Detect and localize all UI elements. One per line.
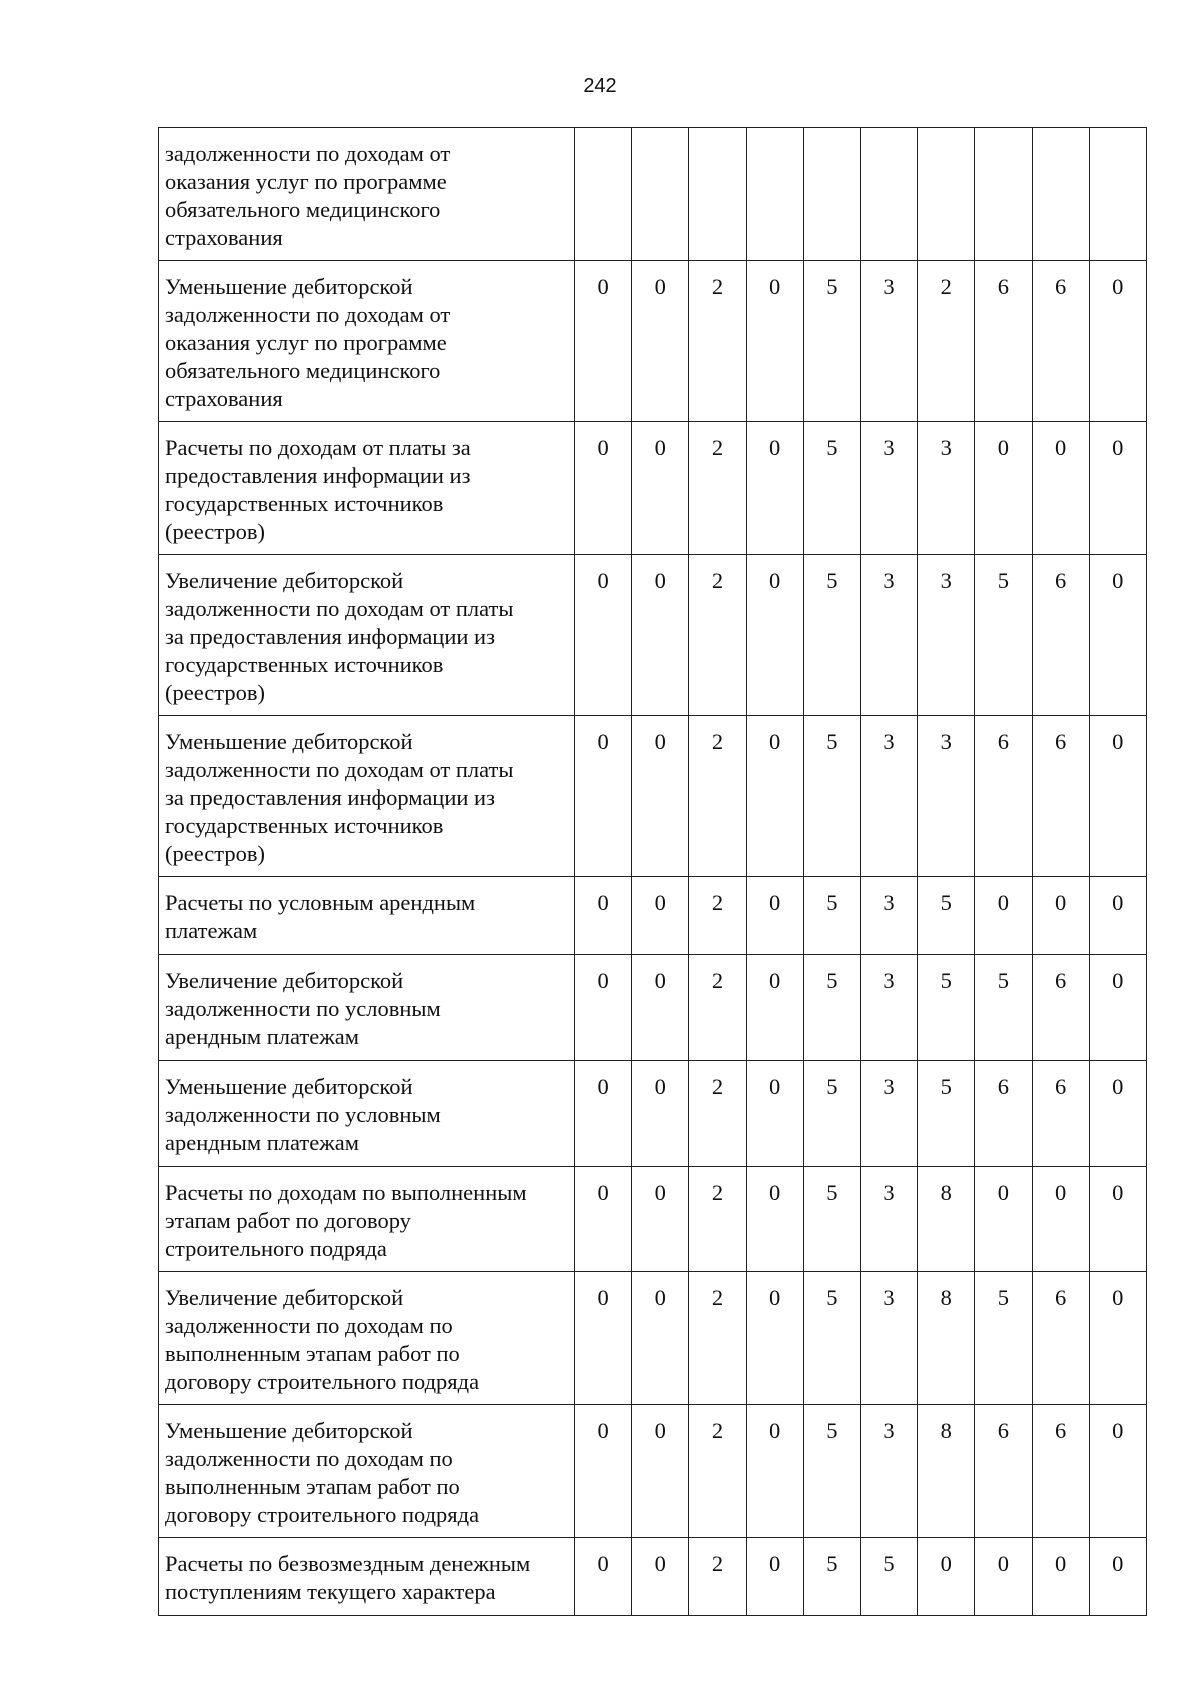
description-line: (реестров) <box>165 519 265 544</box>
description-line: задолженности по условным <box>165 996 441 1021</box>
code-digit-cell: 0 <box>1089 716 1146 877</box>
code-digit-cell: 5 <box>918 1061 975 1167</box>
description-line: Уменьшение дебиторской <box>165 729 413 754</box>
code-digit-cell: 0 <box>632 422 689 555</box>
description-line: оказания услуг по программе <box>165 169 447 194</box>
code-digit-cell <box>746 128 803 261</box>
code-digit-cell: 0 <box>575 1405 632 1538</box>
row-description <box>159 877 575 955</box>
code-digit-cell: 6 <box>1032 1405 1089 1538</box>
row-description <box>159 1538 575 1616</box>
description-line: Уменьшение дебиторской <box>165 1074 413 1099</box>
description-line: арендным платежам <box>165 1024 359 1049</box>
code-digit-cell: 5 <box>975 955 1032 1061</box>
code-digit-cell: 3 <box>860 877 917 955</box>
code-digit-cell: 3 <box>918 422 975 555</box>
code-digit-cell: 6 <box>1032 261 1089 422</box>
code-digit-cell: 0 <box>746 1405 803 1538</box>
description-line: Уменьшение дебиторской <box>165 1418 413 1443</box>
table-row <box>159 1167 1147 1272</box>
code-digit-cell: 0 <box>975 1538 1032 1616</box>
code-digit-cell: 5 <box>803 716 860 877</box>
code-digit-cell: 6 <box>1032 555 1089 716</box>
account-codes-table <box>158 127 1147 1616</box>
code-digit-cell: 0 <box>632 716 689 877</box>
code-digit-cell: 2 <box>689 1061 746 1167</box>
code-digit-cell: 5 <box>803 1405 860 1538</box>
code-digit-cell: 0 <box>575 1167 632 1272</box>
row-description <box>159 1272 575 1405</box>
table-row <box>159 877 1147 955</box>
description-line: Уменьшение дебиторской <box>165 274 413 299</box>
code-digit-cell: 0 <box>746 955 803 1061</box>
description-line: задолженности по доходам по <box>165 1446 453 1471</box>
description-line: за предоставления информации из <box>165 785 495 810</box>
description-line: задолженности по доходам от <box>165 141 451 166</box>
code-digit-cell: 2 <box>689 716 746 877</box>
table-row <box>159 1538 1147 1616</box>
description-line: государственных источников <box>165 491 444 516</box>
code-digit-cell: 2 <box>689 1272 746 1405</box>
code-digit-cell: 5 <box>975 1272 1032 1405</box>
code-digit-cell <box>918 128 975 261</box>
code-digit-cell: 0 <box>632 877 689 955</box>
code-digit-cell: 2 <box>689 877 746 955</box>
description-line: строительного подряда <box>165 1236 387 1261</box>
code-digit-cell: 5 <box>803 1061 860 1167</box>
code-digit-cell: 8 <box>918 1272 975 1405</box>
description-line: договору строительного подряда <box>165 1369 480 1394</box>
description-line: Увеличение дебиторской <box>165 968 404 993</box>
description-line: задолженности по доходам от платы <box>165 757 514 782</box>
code-digit-cell: 3 <box>860 261 917 422</box>
code-digit-cell: 0 <box>975 422 1032 555</box>
code-digit-cell: 0 <box>1089 261 1146 422</box>
description-line: арендным платежам <box>165 1130 359 1155</box>
row-description <box>159 128 575 261</box>
code-digit-cell: 0 <box>746 555 803 716</box>
code-digit-cell: 5 <box>975 555 1032 716</box>
code-digit-cell: 6 <box>975 261 1032 422</box>
code-digit-cell <box>1089 128 1146 261</box>
description-line: оказания услуг по программе <box>165 330 447 355</box>
code-digit-cell: 0 <box>575 1538 632 1616</box>
code-digit-cell: 6 <box>975 1061 1032 1167</box>
code-digit-cell: 0 <box>632 261 689 422</box>
code-digit-cell: 0 <box>632 1061 689 1167</box>
code-digit-cell: 8 <box>918 1405 975 1538</box>
table-row <box>159 955 1147 1061</box>
code-digit-cell <box>575 128 632 261</box>
code-digit-cell: 3 <box>860 1405 917 1538</box>
code-digit-cell: 0 <box>575 877 632 955</box>
description-line: задолженности по доходам от <box>165 302 451 327</box>
row-description <box>159 716 575 877</box>
description-line: договору строительного подряда <box>165 1502 480 1527</box>
code-digit-cell: 3 <box>860 422 917 555</box>
code-digit-cell <box>1032 128 1089 261</box>
code-digit-cell: 0 <box>918 1538 975 1616</box>
code-digit-cell: 0 <box>1089 422 1146 555</box>
description-line: предоставления информации из <box>165 463 471 488</box>
code-digit-cell: 0 <box>1089 1272 1146 1405</box>
code-digit-cell: 3 <box>860 555 917 716</box>
code-digit-cell: 3 <box>918 555 975 716</box>
description-line: Увеличение дебиторской <box>165 1285 404 1310</box>
code-digit-cell: 2 <box>918 261 975 422</box>
code-digit-cell: 0 <box>1032 1167 1089 1272</box>
table-row <box>159 128 1147 261</box>
description-line: Увеличение дебиторской <box>165 568 404 593</box>
code-digit-cell: 0 <box>1089 955 1146 1061</box>
row-description <box>159 422 575 555</box>
row-description <box>159 1167 575 1272</box>
description-line: за предоставления информации из <box>165 624 495 649</box>
code-digit-cell: 0 <box>1032 422 1089 555</box>
row-description <box>159 955 575 1061</box>
description-line: государственных источников <box>165 813 444 838</box>
code-digit-cell: 0 <box>1089 555 1146 716</box>
code-digit-cell: 5 <box>803 1538 860 1616</box>
description-line: задолженности по доходам по <box>165 1313 453 1338</box>
code-digit-cell: 6 <box>1032 1061 1089 1167</box>
code-digit-cell: 5 <box>803 555 860 716</box>
code-digit-cell: 3 <box>860 955 917 1061</box>
code-digit-cell: 5 <box>860 1538 917 1616</box>
description-line: задолженности по доходам от платы <box>165 596 514 621</box>
code-digit-cell: 6 <box>1032 1272 1089 1405</box>
table-body <box>159 128 1147 1616</box>
code-digit-cell: 6 <box>975 1405 1032 1538</box>
table-row <box>159 422 1147 555</box>
code-digit-cell: 5 <box>803 422 860 555</box>
table-row <box>159 1272 1147 1405</box>
code-digit-cell: 2 <box>689 261 746 422</box>
code-digit-cell: 2 <box>689 1405 746 1538</box>
description-line: поступлениям текущего характера <box>165 1579 496 1604</box>
code-digit-cell <box>975 128 1032 261</box>
description-line: страхования <box>165 225 283 250</box>
code-digit-cell: 0 <box>575 1272 632 1405</box>
code-digit-cell: 0 <box>1032 877 1089 955</box>
code-digit-cell: 0 <box>575 555 632 716</box>
code-digit-cell: 0 <box>632 1538 689 1616</box>
row-description <box>159 1061 575 1167</box>
code-digit-cell: 2 <box>689 955 746 1061</box>
code-digit-cell: 6 <box>975 716 1032 877</box>
code-digit-cell: 0 <box>632 555 689 716</box>
code-digit-cell: 6 <box>1032 955 1089 1061</box>
code-digit-cell: 0 <box>575 716 632 877</box>
code-digit-cell: 0 <box>575 955 632 1061</box>
code-digit-cell: 0 <box>746 716 803 877</box>
code-digit-cell: 0 <box>632 1405 689 1538</box>
code-digit-cell: 5 <box>803 1272 860 1405</box>
code-digit-cell: 0 <box>746 1272 803 1405</box>
code-digit-cell: 0 <box>746 1061 803 1167</box>
code-digit-cell: 3 <box>860 1272 917 1405</box>
code-digit-cell: 0 <box>1089 1405 1146 1538</box>
code-digit-cell: 5 <box>918 955 975 1061</box>
code-digit-cell: 0 <box>746 1167 803 1272</box>
description-line: платежам <box>165 918 258 943</box>
description-line: обязательного медицинского <box>165 197 441 222</box>
code-digit-cell <box>689 128 746 261</box>
page-number: 242 <box>583 75 617 97</box>
code-digit-cell: 0 <box>746 877 803 955</box>
code-digit-cell: 3 <box>918 716 975 877</box>
code-digit-cell: 0 <box>632 1167 689 1272</box>
code-digit-cell: 5 <box>918 877 975 955</box>
code-digit-cell: 0 <box>746 1538 803 1616</box>
code-digit-cell: 8 <box>918 1167 975 1272</box>
description-line: задолженности по условным <box>165 1102 441 1127</box>
code-digit-cell: 5 <box>803 1167 860 1272</box>
code-digit-cell: 0 <box>1089 1538 1146 1616</box>
code-digit-cell <box>632 128 689 261</box>
description-line: (реестров) <box>165 841 265 866</box>
table-row <box>159 716 1147 877</box>
code-digit-cell: 5 <box>803 877 860 955</box>
description-line: выполненным этапам работ по <box>165 1474 460 1499</box>
description-line: обязательного медицинского <box>165 358 441 383</box>
code-digit-cell: 0 <box>1089 1061 1146 1167</box>
table-row <box>159 261 1147 422</box>
code-digit-cell <box>860 128 917 261</box>
code-digit-cell: 0 <box>575 1061 632 1167</box>
code-digit-cell: 3 <box>860 716 917 877</box>
code-digit-cell: 0 <box>746 422 803 555</box>
row-description <box>159 555 575 716</box>
code-digit-cell: 0 <box>1089 877 1146 955</box>
code-digit-cell: 0 <box>1089 1167 1146 1272</box>
code-digit-cell: 0 <box>632 1272 689 1405</box>
table-row <box>159 1405 1147 1538</box>
code-digit-cell: 3 <box>860 1167 917 1272</box>
code-digit-cell: 2 <box>689 1538 746 1616</box>
description-line: государственных источников <box>165 652 444 677</box>
description-line: этапам работ по договору <box>165 1208 411 1233</box>
description-line: (реестров) <box>165 680 265 705</box>
code-digit-cell: 3 <box>860 1061 917 1167</box>
code-digit-cell <box>803 128 860 261</box>
code-digit-cell: 0 <box>575 261 632 422</box>
description-line: Расчеты по доходам от платы за <box>165 435 471 460</box>
code-digit-cell: 2 <box>689 1167 746 1272</box>
code-digit-cell: 6 <box>1032 716 1089 877</box>
description-line: выполненным этапам работ по <box>165 1341 460 1366</box>
row-description <box>159 1405 575 1538</box>
description-line: Расчеты по доходам по выполненным <box>165 1180 527 1205</box>
code-digit-cell: 0 <box>575 422 632 555</box>
code-digit-cell: 5 <box>803 261 860 422</box>
code-digit-cell: 0 <box>975 877 1032 955</box>
table-row <box>159 555 1147 716</box>
code-digit-cell: 0 <box>632 955 689 1061</box>
code-digit-cell: 0 <box>975 1167 1032 1272</box>
description-line: Расчеты по условным арендным <box>165 890 476 915</box>
description-line: Расчеты по безвозмездным денежным <box>165 1551 531 1576</box>
description-line: страхования <box>165 386 283 411</box>
code-digit-cell: 2 <box>689 555 746 716</box>
code-digit-cell: 0 <box>1032 1538 1089 1616</box>
code-digit-cell: 5 <box>803 955 860 1061</box>
code-digit-cell: 2 <box>689 422 746 555</box>
table-row <box>159 1061 1147 1167</box>
code-digit-cell: 0 <box>746 261 803 422</box>
row-description <box>159 261 575 422</box>
